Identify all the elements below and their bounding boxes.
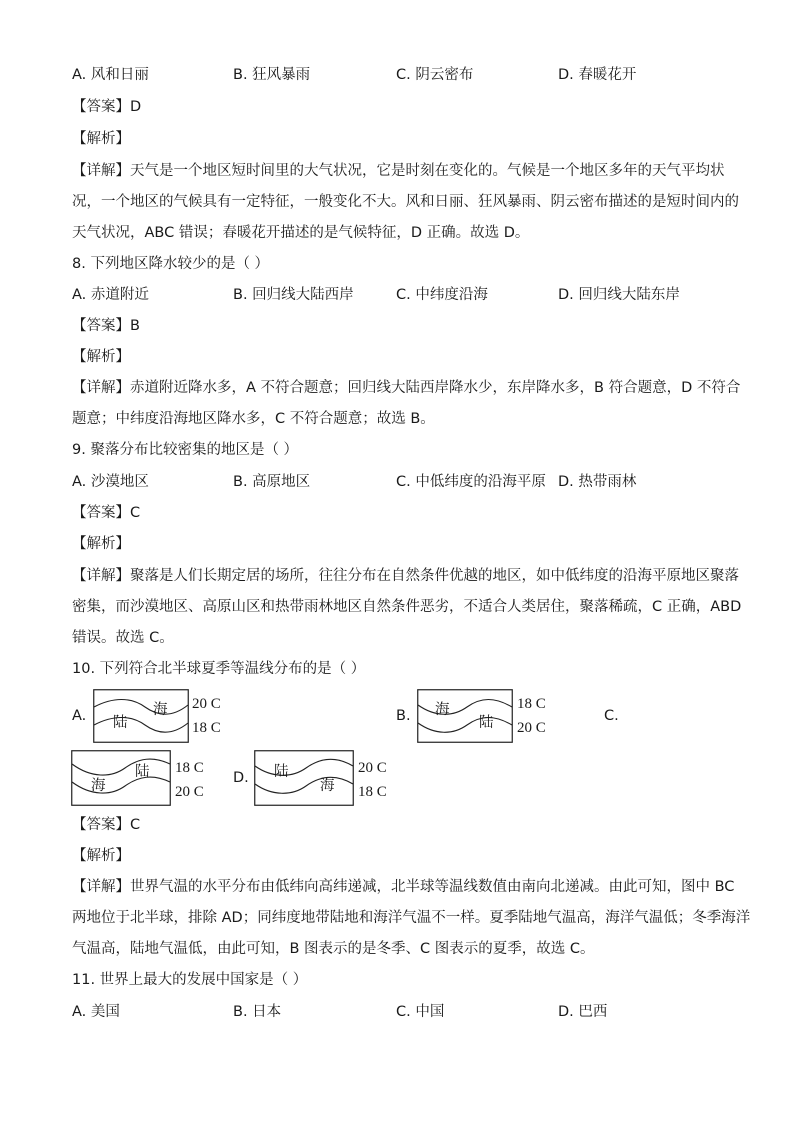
q10-question: 10. 下列符合北半球夏季等温线分布的是（ ） <box>72 661 366 677</box>
q9-option-b: B. 高原地区 <box>233 474 311 490</box>
q9-option-d: D. 热带雨林 <box>558 474 637 490</box>
q9-detail-line-1: 【详解】聚落是人们长期定居的场所，往往分布在自然条件优越的地区，如中低纬度的沿海平原地区聚落 <box>72 568 739 584</box>
q10-detail-line-1: 【详解】世界气温的水平分布由低纬向高纬递减，北半球等温线数值由南向北递减。由此可知，图中 BC <box>72 879 735 895</box>
q10-answer: 【答案】C <box>72 817 141 833</box>
q9-question: 9. 聚落分布比较密集的地区是（ ） <box>72 442 299 458</box>
q8-option-d: D. 回归线大陆东岸 <box>558 287 680 303</box>
q10-b-top-temp: 18 C <box>517 696 546 712</box>
q10-d-top-temp: 20 C <box>358 760 387 776</box>
q10-diagram-a <box>93 689 189 743</box>
q11-question: 11. 世界上最大的发展中国家是（ ） <box>72 972 308 988</box>
q10-a-bottom-temp: 18 C <box>192 720 221 736</box>
q9-option-a: A. 沙漠地区 <box>72 474 149 490</box>
q10-option-b-letter: B. <box>396 708 411 724</box>
q10-a-land-label: 陆 <box>113 715 128 731</box>
q8-detail-line-1: 【详解】赤道附近降水多，A 不符合题意；回归线大陆西岸降水少，东岸降水多，B 符合题意，D 不符合 <box>72 380 741 396</box>
q10-d-sea-label: 海 <box>320 778 335 794</box>
q7-detail-line-1: 【详解】天气是一个地区短时间里的大气状况，它是时刻在变化的。气候是一个地区多年的天气平均状 <box>72 163 725 179</box>
q10-d-land-label: 陆 <box>274 764 289 780</box>
q11-option-d: D. 巴西 <box>558 1004 608 1020</box>
q8-option-a: A. 赤道附近 <box>72 287 149 303</box>
q10-b-land-label: 陆 <box>479 715 494 731</box>
q9-answer: 【答案】C <box>72 505 141 521</box>
q10-c-top-temp: 18 C <box>175 760 204 776</box>
q10-diagram-c <box>71 750 171 806</box>
q10-detail-line-2: 两地位于北半球，排除 AD；同纬度地带陆地和海洋气温不一样。夏季陆地气温高，海洋气温低；冬季海洋 <box>72 910 751 926</box>
q10-option-d-letter: D. <box>233 770 249 786</box>
q8-option-c: C. 中纬度沿海 <box>396 287 488 303</box>
q7-answer: 【答案】D <box>72 99 142 115</box>
q10-detail-line-3: 气温高，陆地气温低，由此可知，B 图表示的是冬季、C 图表示的夏季，故选 C。 <box>72 941 595 957</box>
q11-option-b: B. 日本 <box>233 1004 282 1020</box>
q10-a-top-temp: 20 C <box>192 696 221 712</box>
q11-option-a: A. 美国 <box>72 1004 120 1020</box>
q8-question: 8. 下列地区降水较少的是（ ） <box>72 256 270 272</box>
q11-option-c: C. 中国 <box>396 1004 445 1020</box>
q10-c-land-label: 陆 <box>135 764 150 780</box>
q10-b-sea-label: 海 <box>435 702 450 718</box>
q9-detail-line-2: 密集，而沙漠地区、高原山区和热带雨林地区自然条件恶劣，不适合人类居住，聚落稀疏，C 正确，ABD <box>72 599 742 615</box>
q10-diagram-d <box>254 750 354 806</box>
q7-option-d: D. 春暖花开 <box>558 67 637 83</box>
q10-c-bottom-temp: 20 C <box>175 784 204 800</box>
q8-answer: 【答案】B <box>72 318 140 334</box>
q10-analysis-label: 【解析】 <box>72 848 130 864</box>
q9-analysis-label: 【解析】 <box>72 536 130 552</box>
q10-d-bottom-temp: 18 C <box>358 784 387 800</box>
q9-option-c: C. 中低纬度的沿海平原 <box>396 474 546 490</box>
q8-option-b: B. 回归线大陆西岸 <box>233 287 354 303</box>
q9-detail-line-3: 错误。故选 C。 <box>72 630 174 646</box>
q7-option-a: A. 风和日丽 <box>72 67 149 83</box>
q10-a-sea-label: 海 <box>153 702 168 718</box>
q10-diagram-b <box>417 689 513 743</box>
q7-detail-line-2: 况，一个地区的气候具有一定特征，一般变化不大。风和日丽、狂风暴雨、阴云密布描述的是短时间内的 <box>72 194 739 210</box>
q7-analysis-label: 【解析】 <box>72 131 130 147</box>
q10-option-c-letter: C. <box>604 708 619 724</box>
q10-option-a-letter: A. <box>72 708 87 724</box>
q8-detail-line-2: 题意；中纬度沿海地区降水多，C 不符合题意；故选 B。 <box>72 411 435 427</box>
q7-option-c: C. 阴云密布 <box>396 67 474 83</box>
q7-detail-line-3: 天气状况，ABC 错误；春暖花开描述的是气候特征，D 正确。故选 D。 <box>72 225 530 241</box>
q10-b-bottom-temp: 20 C <box>517 720 546 736</box>
q7-option-b: B. 狂风暴雨 <box>233 67 311 83</box>
q8-analysis-label: 【解析】 <box>72 349 130 365</box>
q10-c-sea-label: 海 <box>91 778 106 794</box>
